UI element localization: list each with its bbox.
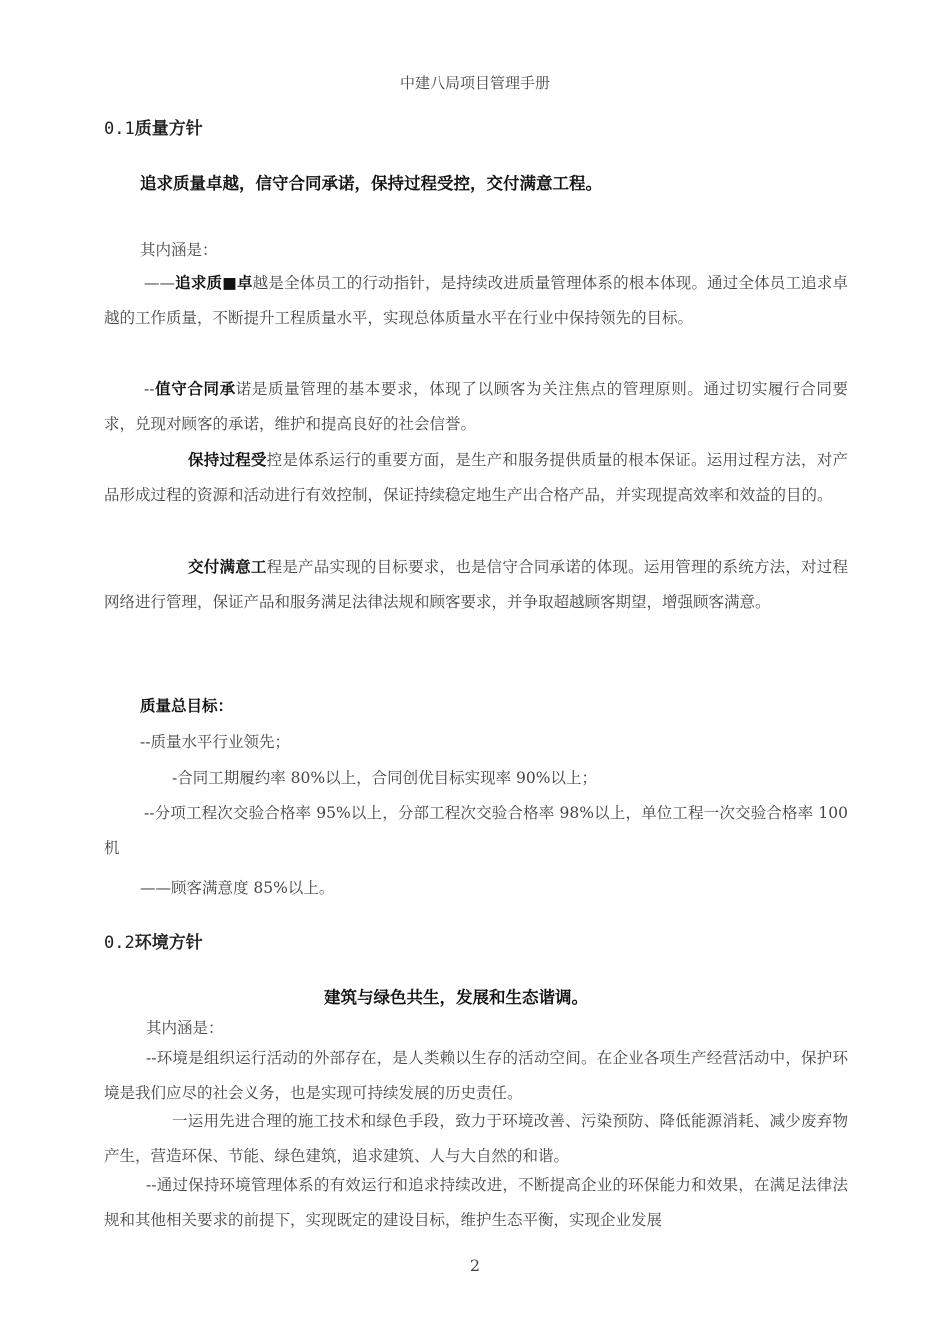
quality-goal-2: -合同工期履约率 80%以上，合同创优目标实现率 90%以上； (172, 769, 597, 787)
environment-paragraph-3: --通过保持环境管理体系的有效运行和追求持续改进，不断提高企业的环保能力和效果，在满足法律法规和其他相关要求的前提下，实现既定的建设目标，维护生态平衡，实现企业发展 (104, 1176, 848, 1229)
quality-intro: 其内涵是： (140, 241, 218, 259)
section-number: 0.2 (104, 933, 135, 953)
page-number: 2 (469, 1256, 481, 1275)
quality-paragraph-1: ——追求质■卓越是全体员工的行动指针，是持续改进质量管理体系的根本体现。通过全体员工追求卓越的工作质量，不断提升工程质量水平，实现总体质量水平在行业中保持领先的目标。 (104, 274, 848, 327)
environment-paragraph-1: --环境是组织运行活动的外部存在，是人类赖以生存的活动空间。在企业各项生产经营活动中，保护环境是我们应尽的社会义务，也是实现可持续发展的历史责任。 (104, 1049, 848, 1102)
quality-paragraph-3: 保持过程受控是体系运行的重要方面，是生产和服务提供质量的根本保证。运用过程方法，对产品形成过程的资源和活动进行有效控制，保证持续稳定地生产出合格产品，并实现提高效率和效益的目的。 (104, 451, 848, 504)
quality-goal-1: --质量水平行业领先； (140, 733, 290, 751)
environment-paragraph-2: 一运用先进合理的施工技术和绿色手段，致力于环境改善、污染预防、降低能源消耗、减少废弃物产生，营造环保、节能、绿色建筑，追求建筑、人与大自然的和谐。 (104, 1112, 848, 1165)
paragraph-lead: 保持过程受 (188, 451, 267, 469)
quality-paragraph-2: --值守合同承诺是质量管理的基本要求，体现了以顾客为关注焦点的管理原则。通过切实履行合同要求，兑现对顾客的承诺，维护和提高良好的社会信誉。 (104, 380, 848, 433)
quality-goal-4: ——顾客满意度 85%以上。 (140, 879, 335, 897)
environment-intro: 其内涵是： (146, 1019, 224, 1037)
section-heading-environment (104, 928, 203, 953)
quality-paragraph-4: 交付满意工程是产品实现的目标要求，也是信守合同承诺的体现。运用管理的系统方法，对过程网络进行管理，保证产品和服务满足法律法规和顾客要求，并争取超越顾客期望，增强顾客满意。 (104, 558, 848, 611)
quality-goal-3: --分项工程次交验合格率 95%以上，分部工程次交验合格率 98%以上，单位工程一次交验合格率 100 机 (104, 804, 848, 857)
paragraph-lead: 追求质■卓 (175, 274, 253, 292)
section-heading-quality (104, 114, 203, 139)
section-number: 0.1 (104, 119, 135, 139)
paragraph-lead: 交付满意工 (188, 558, 267, 576)
paragraph-lead: 值守合同承 (154, 380, 236, 398)
section-title: 环境方针 (134, 933, 203, 953)
quality-slogan: 追求质量卓越，信守合同承诺，保持过程受控，交付满意工程。 (140, 174, 602, 193)
environment-slogan: 建筑与绿色共生，发展和生态谐调。 (324, 988, 588, 1007)
running-header: 中建八局项目管理手册 (399, 74, 550, 92)
quality-goals-title: 质量总目标： (140, 697, 234, 715)
section-title: 质量方针 (134, 119, 203, 139)
